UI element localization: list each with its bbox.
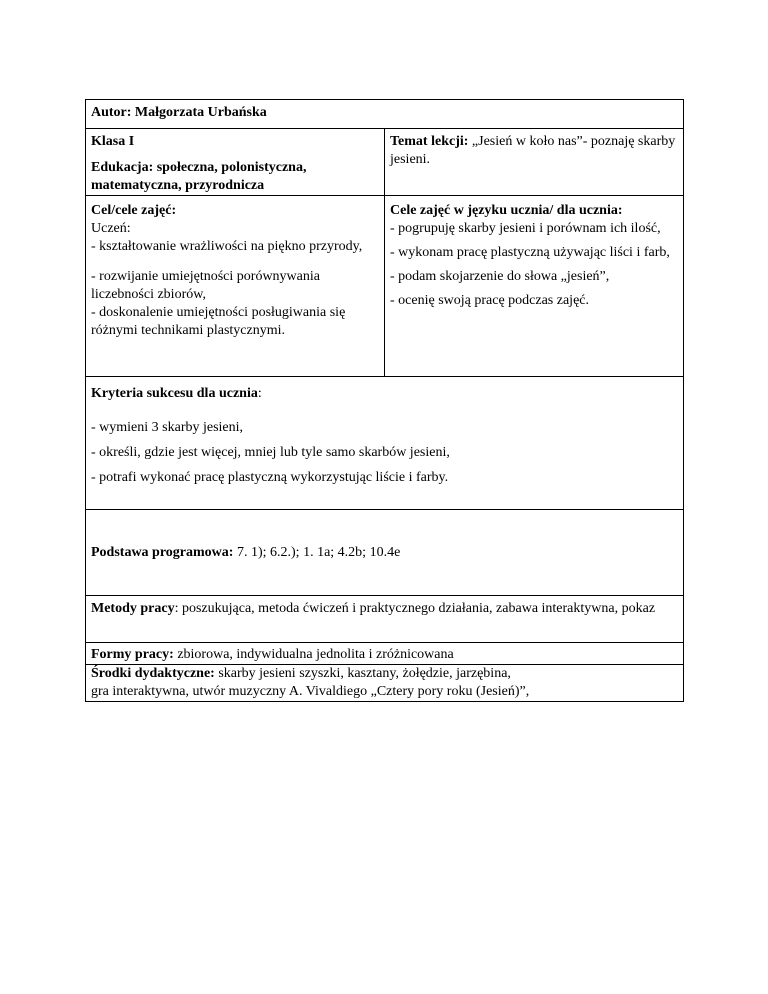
methods-label: Metody pracy (91, 601, 175, 616)
student-goal-item: - wykonam pracę plastyczną używając liści i farb, (390, 245, 670, 260)
lesson-plan-document (85, 99, 683, 702)
curriculum-row (86, 510, 684, 596)
forms-value: zbiorowa, indywidualna jednolita i zróżnicowana (173, 647, 454, 662)
topic-label: Temat lekcji: (390, 134, 469, 149)
criteria-heading (91, 385, 678, 403)
materials-value-line2: gra interaktywna, utwór muzyczny A. Vivaldiego „Cztery pory roku (Jesień)”, (91, 684, 530, 699)
materials-label: Środki dydaktyczne: (91, 666, 215, 681)
forms-cell (86, 643, 684, 665)
criteria-item: - określi, gdzie jest więcej, mniej lub tyle samo skarbów jesieni, (91, 445, 450, 460)
goals-student: Uczeń: (91, 221, 131, 236)
curriculum-label: Podstawa programowa: (91, 544, 234, 560)
goals-cell (86, 196, 385, 377)
goals-label: Cel/cele zajęć: (91, 203, 177, 218)
student-goal-item: - ocenię swoją pracę podczas zajęć. (390, 293, 589, 308)
forms-row (86, 643, 684, 665)
goal-item: - rozwijanie umiejętności porównywania liczebności zbiorów, (91, 269, 320, 302)
methods-row (86, 596, 684, 643)
curriculum-value: 7. 1); 6.2.); 1. 1a; 4.2b; 10.4e (233, 544, 401, 560)
topic-cell (385, 129, 684, 196)
criteria-row (86, 377, 684, 510)
author-row (86, 100, 684, 129)
criteria-colon: : (257, 386, 262, 401)
goal-item: - kształtowanie wrażliwości na piękno przyrody, (91, 239, 363, 254)
lesson-plan-table (85, 99, 684, 702)
criteria-cell (86, 377, 684, 510)
author-label: Autor: Małgorzata Urbańska (91, 105, 267, 120)
goal-item: - doskonalenie umiejętności posługiwania się różnymi technikami plastycznymi. (91, 305, 346, 338)
class-label: Klasa I (91, 134, 135, 149)
education-label: Edukacja: społeczna, polonistyczna, matematyczna, przyrodnicza (91, 160, 307, 193)
topic-value: „Jesień w koło nas”- poznaję skarby jesieni. (390, 134, 676, 167)
criteria-item: - wymieni 3 skarby jesieni, (91, 420, 244, 435)
methods-value: : poszukująca, metoda ćwiczeń i praktycznego działania, zabawa interaktywna, pokaz (174, 601, 656, 616)
materials-cell (86, 665, 684, 702)
class-cell (86, 129, 385, 196)
student-goals-cell (385, 196, 684, 377)
student-goals-label: Cele zajęć w języku ucznia/ dla ucznia: (390, 203, 623, 218)
criteria-item: - potrafi wykonać pracę plastyczną wykorzystując liście i farby. (91, 470, 449, 485)
materials-line (91, 665, 678, 683)
student-goal-item: - pogrupuję skarby jesieni i porównam ich ilość, (390, 221, 661, 236)
forms-label: Formy pracy: (91, 647, 174, 662)
methods-cell (86, 596, 684, 643)
curriculum-cell (86, 510, 684, 596)
student-goal-item: - podam skojarzenie do słowa „jesień”, (390, 269, 610, 284)
materials-row (86, 665, 684, 702)
author-cell (86, 100, 684, 129)
materials-value: skarby jesieni szyszki, kasztany, żołędzie, jarzębina, (214, 666, 511, 681)
criteria-label: Kryteria sukcesu dla ucznia (91, 386, 258, 401)
class-topic-row (86, 129, 684, 196)
goals-row (86, 196, 684, 377)
